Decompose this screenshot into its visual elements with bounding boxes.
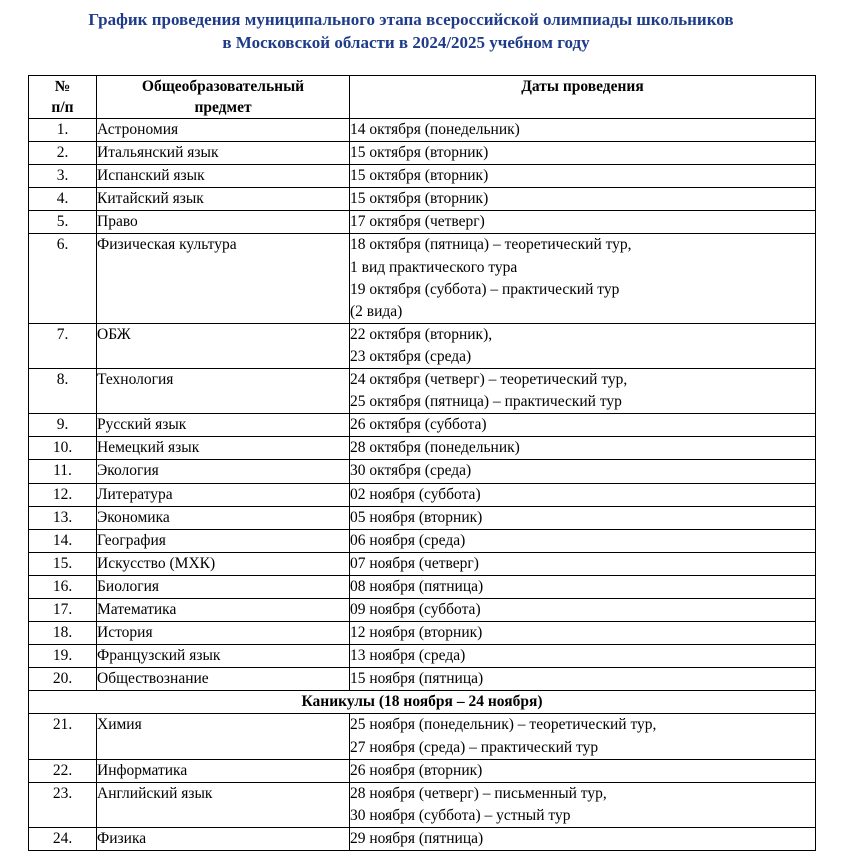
row-subject: Немецкий язык xyxy=(97,437,350,460)
row-subject: Экология xyxy=(97,460,350,483)
row-number: 14. xyxy=(29,529,97,552)
date-line: 26 октября (суббота) xyxy=(350,416,487,434)
date-line: 26 ноября (вторник) xyxy=(350,761,483,779)
row-number: 16. xyxy=(29,575,97,598)
row-dates xyxy=(350,234,816,323)
table-row xyxy=(29,714,816,759)
date-line: 15 октября (вторник) xyxy=(350,190,489,208)
row-dates xyxy=(350,323,816,368)
row-number: 22. xyxy=(29,759,97,782)
header-subject xyxy=(97,76,350,119)
row-subject: ОБЖ xyxy=(97,323,350,368)
row-subject: Искусство (МХК) xyxy=(97,552,350,575)
table-row xyxy=(29,460,816,483)
row-dates xyxy=(350,575,816,598)
row-number: 11. xyxy=(29,460,97,483)
row-subject: История xyxy=(97,622,350,645)
row-subject: Физическая культура xyxy=(97,234,350,323)
table-row xyxy=(29,759,816,782)
row-dates xyxy=(350,369,816,414)
row-subject: Право xyxy=(97,211,350,234)
date-line: 30 октября (среда) xyxy=(350,462,472,480)
row-dates xyxy=(350,668,816,691)
date-line: 29 ноября (пятница) xyxy=(350,829,484,847)
date-line: 18 октября (пятница) – теоретический тур, xyxy=(350,236,632,254)
date-line: 30 ноября (суббота) – устный тур xyxy=(350,806,571,824)
row-dates xyxy=(350,552,816,575)
row-subject: Физика xyxy=(97,827,350,850)
header-subject-line-1: Общеобразовательный xyxy=(141,78,305,95)
row-subject: Химия xyxy=(97,714,350,759)
table-row xyxy=(29,575,816,598)
row-number: 18. xyxy=(29,622,97,645)
row-number: 4. xyxy=(29,188,97,211)
date-line: 07 ноября (четверг) xyxy=(350,554,479,572)
row-subject: Технология xyxy=(97,369,350,414)
table-row xyxy=(29,234,816,323)
table-row xyxy=(29,211,816,234)
row-subject: Обществознание xyxy=(97,668,350,691)
date-line: 25 октября (пятница) – практический тур xyxy=(350,393,622,411)
row-number: 12. xyxy=(29,483,97,506)
row-subject: Китайский язык xyxy=(97,188,350,211)
row-dates xyxy=(350,759,816,782)
date-line: 25 ноября (понедельник) – теоретический тур, xyxy=(350,716,657,734)
row-subject: Английский язык xyxy=(97,782,350,827)
table-row xyxy=(29,483,816,506)
row-subject: Астрономия xyxy=(97,119,350,142)
date-line: 1 вид практического тура xyxy=(350,258,518,276)
row-subject: Биология xyxy=(97,575,350,598)
table-row xyxy=(29,552,816,575)
row-number: 10. xyxy=(29,437,97,460)
row-dates xyxy=(350,782,816,827)
table-row xyxy=(29,598,816,621)
document-title xyxy=(0,8,842,54)
header-subject-line-2: предмет xyxy=(194,99,252,116)
row-dates xyxy=(350,827,816,850)
title-line-2: в Московской области в 2024/2025 учебном году xyxy=(222,33,590,52)
table-row xyxy=(29,622,816,645)
holiday-row xyxy=(29,691,816,714)
date-line: 05 ноября (вторник) xyxy=(350,508,483,526)
table-row xyxy=(29,165,816,188)
date-line: 12 ноября (вторник) xyxy=(350,624,483,642)
table-row xyxy=(29,142,816,165)
date-line: 14 октября (понедельник) xyxy=(350,121,520,138)
row-subject: Математика xyxy=(97,598,350,621)
row-dates xyxy=(350,211,816,234)
date-line: 08 ноября (пятница) xyxy=(350,577,484,595)
table-row xyxy=(29,668,816,691)
date-line: 06 ноября (среда) xyxy=(350,531,466,549)
row-dates xyxy=(350,437,816,460)
table-row xyxy=(29,188,816,211)
table-row xyxy=(29,645,816,668)
row-number: 3. xyxy=(29,165,97,188)
date-line: 02 ноября (суббота) xyxy=(350,485,481,503)
header-dates: Даты проведения xyxy=(350,76,816,119)
row-dates xyxy=(350,622,816,645)
date-line: 27 ноября (среда) – практический тур xyxy=(350,738,599,756)
date-line: 23 октября (среда) xyxy=(350,347,472,365)
row-subject: География xyxy=(97,529,350,552)
row-dates xyxy=(350,165,816,188)
date-line: 17 октября (четверг) xyxy=(350,213,485,231)
table-row xyxy=(29,323,816,368)
row-dates xyxy=(350,598,816,621)
row-dates xyxy=(350,645,816,668)
row-number: 9. xyxy=(29,414,97,437)
table-row xyxy=(29,437,816,460)
row-number: 8. xyxy=(29,369,97,414)
row-number: 6. xyxy=(29,234,97,323)
row-subject: Экономика xyxy=(97,506,350,529)
schedule-table xyxy=(28,75,816,851)
date-line: 15 октября (вторник) xyxy=(350,167,489,185)
row-number: 13. xyxy=(29,506,97,529)
row-number: 2. xyxy=(29,142,97,165)
table-row xyxy=(29,506,816,529)
table-header-row xyxy=(29,76,816,119)
table-row xyxy=(29,369,816,414)
date-line: 15 октября (вторник) xyxy=(350,144,489,162)
row-dates xyxy=(350,414,816,437)
date-line: 13 ноября (среда) xyxy=(350,647,466,665)
table-body xyxy=(29,119,816,851)
table-row xyxy=(29,414,816,437)
row-number: 19. xyxy=(29,645,97,668)
date-line: 15 ноября (пятница) xyxy=(350,670,484,688)
row-dates xyxy=(350,119,816,142)
row-dates xyxy=(350,529,816,552)
row-dates xyxy=(350,483,816,506)
row-subject: Итальянский язык xyxy=(97,142,350,165)
row-subject: Испанский язык xyxy=(97,165,350,188)
row-dates xyxy=(350,188,816,211)
row-number: 24. xyxy=(29,827,97,850)
row-number: 17. xyxy=(29,598,97,621)
row-dates xyxy=(350,506,816,529)
table-row xyxy=(29,119,816,142)
header-num-line-2: п/п xyxy=(51,99,74,116)
row-number: 15. xyxy=(29,552,97,575)
table-row xyxy=(29,827,816,850)
row-subject: Русский язык xyxy=(97,414,350,437)
date-line: 22 октября (вторник), xyxy=(350,325,493,343)
date-line: 09 ноября (суббота) xyxy=(350,600,481,618)
row-subject: Информатика xyxy=(97,759,350,782)
row-number: 23. xyxy=(29,782,97,827)
row-subject: Литература xyxy=(97,483,350,506)
row-number: 21. xyxy=(29,714,97,759)
header-num xyxy=(29,76,97,119)
row-dates xyxy=(350,460,816,483)
date-line: 24 октября (четверг) – теоретический тур, xyxy=(350,371,628,389)
row-dates xyxy=(350,714,816,759)
date-line: 28 октября (понедельник) xyxy=(350,439,520,457)
row-number: 5. xyxy=(29,211,97,234)
header-num-line-1: № xyxy=(54,78,71,95)
table-row xyxy=(29,529,816,552)
row-dates xyxy=(350,142,816,165)
row-subject: Французский язык xyxy=(97,645,350,668)
date-line: 28 ноября (четверг) – письменный тур, xyxy=(350,784,607,802)
date-line: 19 октября (суббота) – практический тур xyxy=(350,280,620,298)
date-line: (2 вида) xyxy=(350,302,403,320)
holiday-label: Каникулы (18 ноября – 24 ноября) xyxy=(29,691,816,714)
title-line-1: График проведения муниципального этапа всероссийской олимпиады школьников xyxy=(88,10,734,29)
row-number: 1. xyxy=(29,119,97,142)
table-row xyxy=(29,782,816,827)
row-number: 20. xyxy=(29,668,97,691)
row-number: 7. xyxy=(29,323,97,368)
